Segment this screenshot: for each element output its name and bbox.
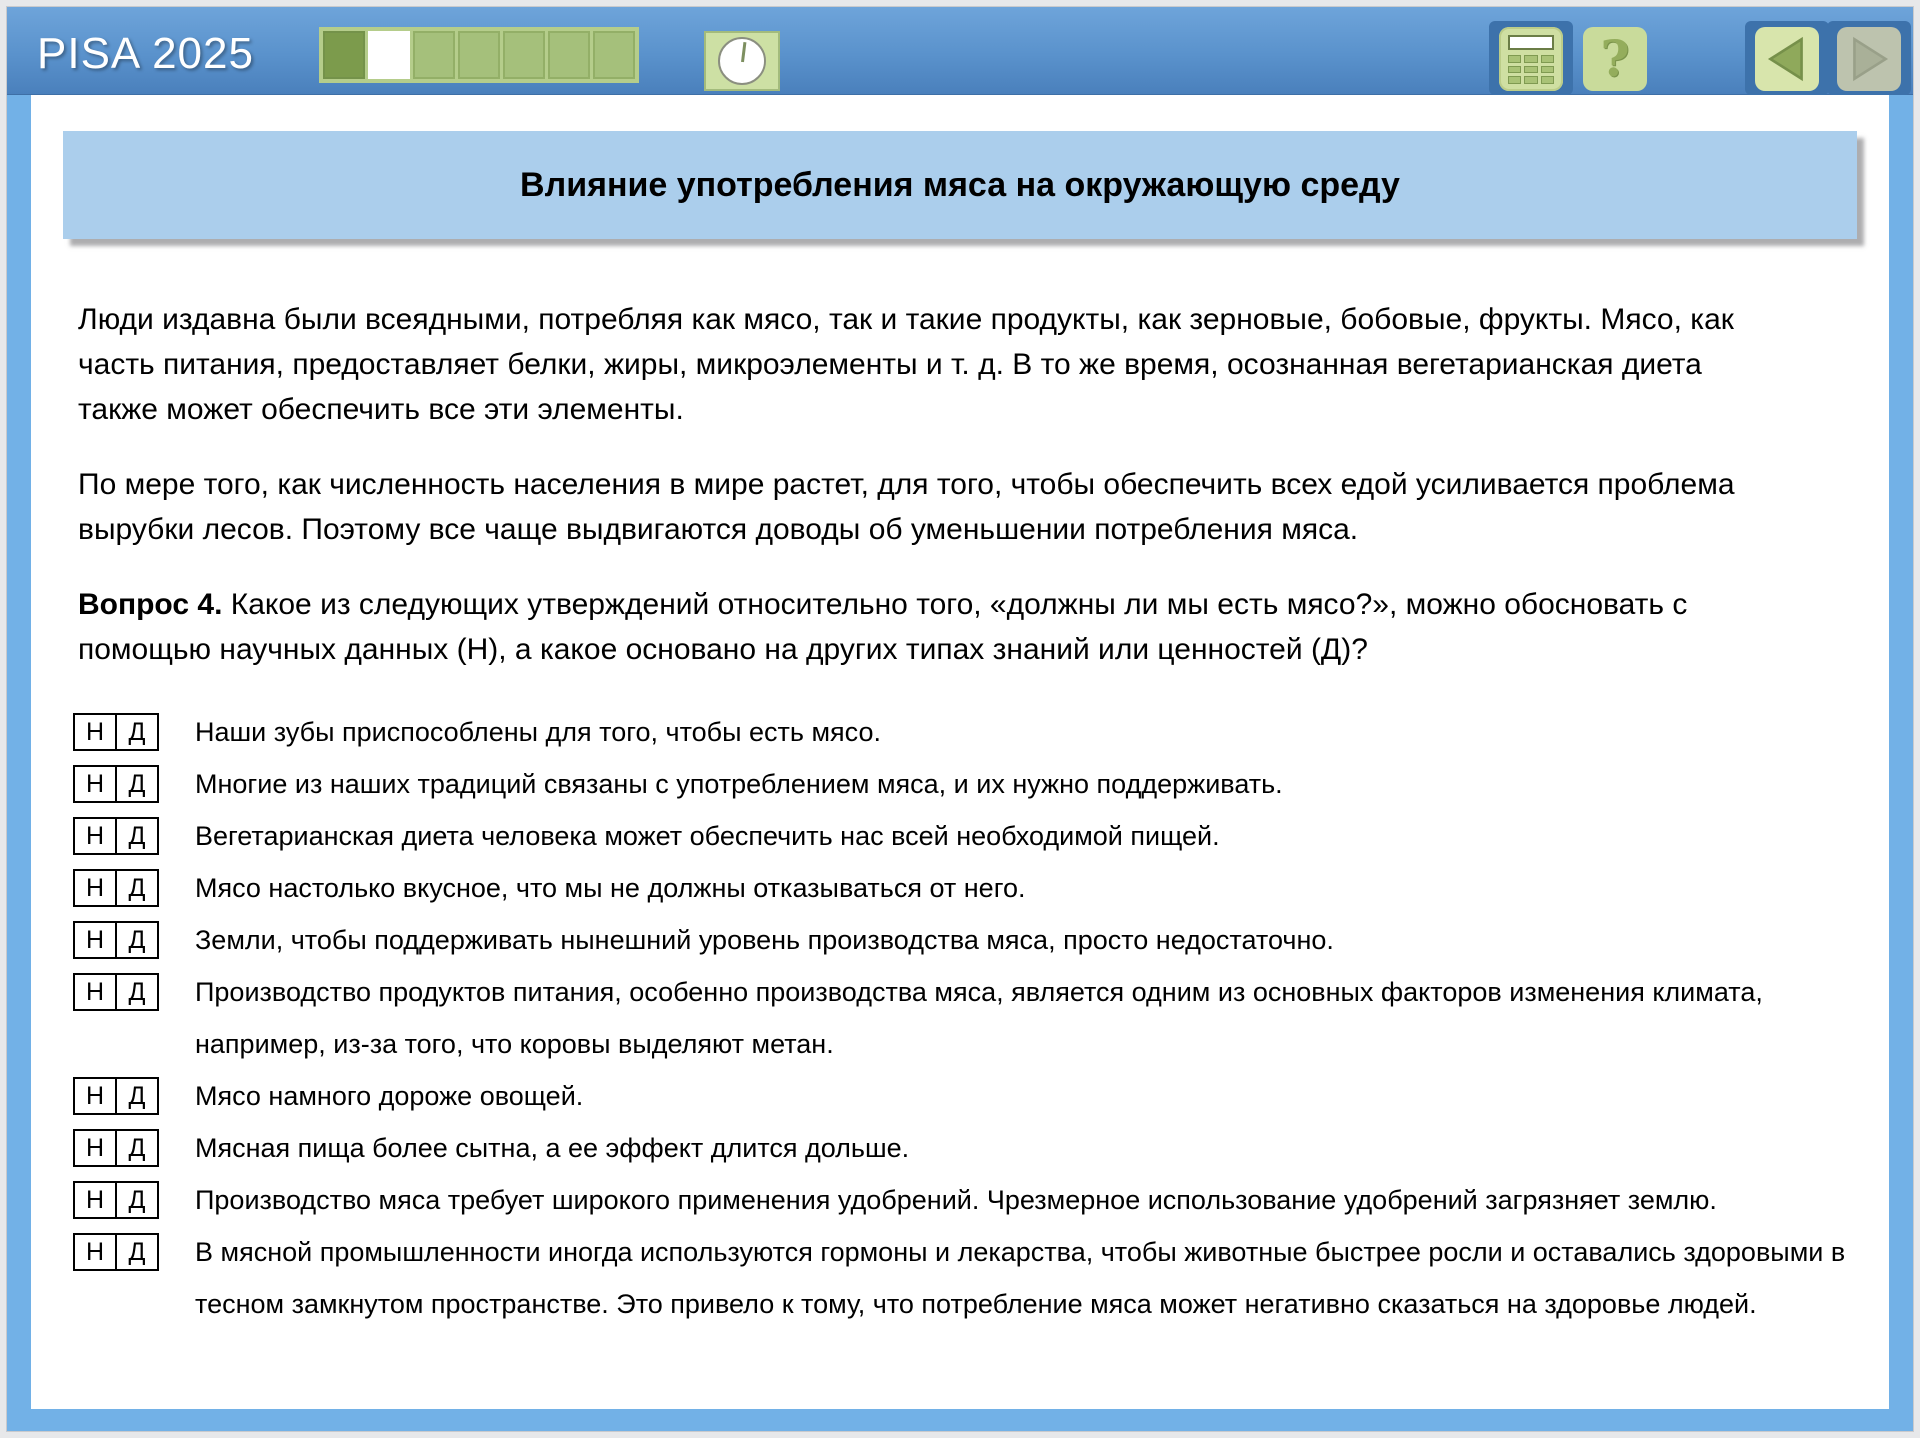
progress-unit <box>503 31 545 79</box>
nd-toggle <box>73 1233 159 1271</box>
progress-unit <box>413 31 455 79</box>
statement-text: Земли, чтобы поддерживать нынешний уровень производства мяса, просто недостаточно. <box>195 925 1334 955</box>
science-option-button[interactable]: Н <box>73 973 117 1011</box>
values-option-button[interactable]: Д <box>115 921 159 959</box>
unit-content <box>31 95 1889 1409</box>
science-option-button[interactable]: Н <box>73 817 117 855</box>
forward-button[interactable] <box>1837 27 1901 91</box>
science-option-button[interactable]: Н <box>73 869 117 907</box>
values-option-button[interactable]: Д <box>115 973 159 1011</box>
values-option-button[interactable]: Д <box>115 765 159 803</box>
nd-toggle <box>73 1181 159 1219</box>
top-toolbar <box>7 7 1913 95</box>
stimulus-title: Влияние употребления мяса на окружающую среду <box>520 165 1400 204</box>
statement-text: Производство мяса требует широкого применения удобрений. Чрезмерное использование удобрений загрязняет землю. <box>195 1185 1717 1215</box>
statement-row <box>73 1070 1889 1122</box>
test-window <box>6 6 1914 1432</box>
nd-toggle <box>73 1129 159 1167</box>
stimulus-paragraph: Люди издавна были всеядными, потребляя как мясо, так и такие продукты, как зерновые, бобовые, фрукты. Мясо, как часть питания, предоставляет белки, жиры, микроэлементы и т. д. В то же время, осознанная вегетарианская диета также может обеспечить все эти элементы. <box>78 303 1734 426</box>
app-title: PISA 2025 <box>37 29 254 78</box>
help-button[interactable] <box>1583 27 1647 91</box>
statement-text: Многие из наших традиций связаны с употреблением мяса, и их нужно поддерживать. <box>195 769 1283 799</box>
statement-text: В мясной промышленности иногда используются гормоны и лекарства, чтобы животные быстрее росли и оставались здоровыми в тесном замкнутом пространстве. Это привело к тому, что потребление мяса может негативно сказаться на здоровье людей. <box>195 1237 1846 1319</box>
clock-hand <box>741 42 746 62</box>
science-option-button[interactable]: Н <box>73 1077 117 1115</box>
statement-row <box>73 914 1889 966</box>
stimulus-title-banner <box>63 131 1857 239</box>
statement-text: Мясная пища более сытна, а ее эффект длится дольше. <box>195 1133 910 1163</box>
science-option-button[interactable]: Н <box>73 1233 117 1271</box>
values-option-button[interactable]: Д <box>115 869 159 907</box>
nd-toggle <box>73 921 159 959</box>
statement-row <box>73 862 1889 914</box>
values-option-button[interactable]: Д <box>115 713 159 751</box>
values-option-button[interactable]: Д <box>115 1181 159 1219</box>
left-arrow-icon <box>1761 33 1813 85</box>
timer-button[interactable] <box>704 31 780 91</box>
statement-text: Производство продуктов питания, особенно производства мяса, является одним из основных факторов изменения климата, например, из-за того, что коровы выделяют метан. <box>195 977 1763 1059</box>
progress-unit-completed <box>323 31 365 79</box>
right-arrow-icon <box>1843 33 1895 85</box>
back-button[interactable] <box>1755 27 1819 91</box>
stimulus-paragraph: По мере того, как численность населения в мире растет, для того, чтобы обеспечить всех едой усиливается проблема вырубки лесов. Поэтому все чаще выдвигаются доводы об уменьшении потребления мяса. <box>78 468 1735 546</box>
science-option-button[interactable]: Н <box>73 765 117 803</box>
nd-toggle <box>73 869 159 907</box>
question-body: Какое из следующих утверждений относительно того, «должны ли мы есть мясо?», можно обосновать с помощью научных данных (Н), а какое основано на других типах знаний или ценностей (Д)? <box>78 588 1688 666</box>
science-option-button[interactable]: Н <box>73 1129 117 1167</box>
question-text <box>78 582 1789 672</box>
values-option-button[interactable]: Д <box>115 1129 159 1167</box>
nd-toggle <box>73 973 159 1011</box>
calculator-button[interactable] <box>1499 27 1563 91</box>
nd-toggle <box>73 817 159 855</box>
statement-row <box>73 1174 1889 1226</box>
statement-row <box>73 706 1889 758</box>
statement-list <box>73 706 1889 1330</box>
nd-toggle <box>73 1077 159 1115</box>
progress-unit-current <box>368 31 410 79</box>
statement-row <box>73 810 1889 862</box>
nd-toggle <box>73 713 159 751</box>
values-option-button[interactable]: Д <box>115 1077 159 1115</box>
values-option-button[interactable]: Д <box>115 817 159 855</box>
progress-unit <box>593 31 635 79</box>
calculator-icon <box>1508 35 1554 50</box>
nd-toggle <box>73 765 159 803</box>
statement-text: Мясо намного дороже овощей. <box>195 1081 584 1111</box>
statement-text: Наши зубы приспособлены для того, чтобы есть мясо. <box>195 717 881 747</box>
statement-row <box>73 758 1889 810</box>
question-mark-icon: ? <box>1600 29 1630 88</box>
statement-row <box>73 1226 1889 1330</box>
question-number: Вопрос 4. <box>78 588 223 621</box>
stimulus-text <box>78 297 1789 672</box>
clock-icon <box>718 37 766 85</box>
statement-row <box>73 966 1889 1070</box>
science-option-button[interactable]: Н <box>73 713 117 751</box>
progress-unit <box>548 31 590 79</box>
values-option-button[interactable]: Д <box>115 1233 159 1271</box>
unit-progress-bar <box>319 27 639 83</box>
progress-unit <box>458 31 500 79</box>
science-option-button[interactable]: Н <box>73 921 117 959</box>
statement-text: Вегетарианская диета человека может обеспечить нас всей необходимой пищей. <box>195 821 1220 851</box>
science-option-button[interactable]: Н <box>73 1181 117 1219</box>
statement-row <box>73 1122 1889 1174</box>
statement-text: Мясо настолько вкусное, что мы не должны отказываться от него. <box>195 873 1026 903</box>
